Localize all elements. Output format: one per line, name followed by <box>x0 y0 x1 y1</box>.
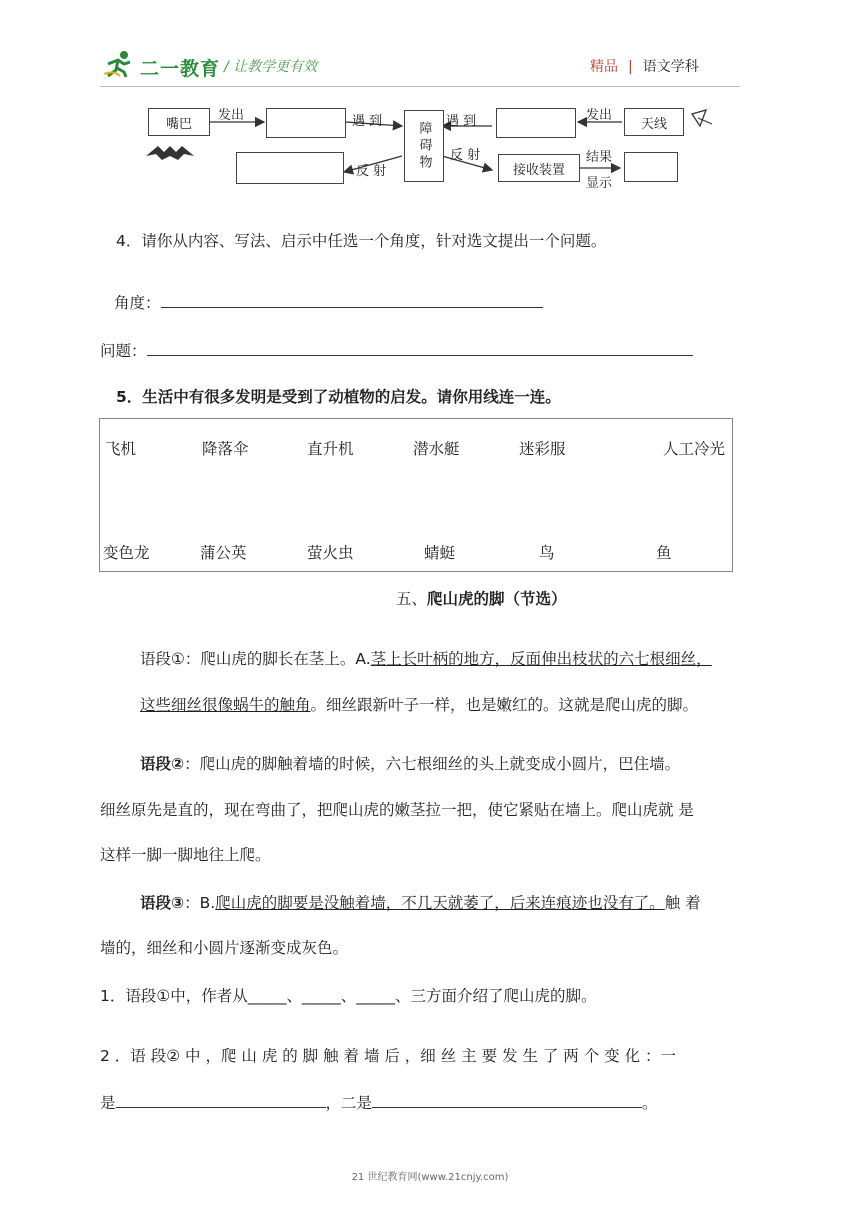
receiver-box: 接收装置 <box>498 154 580 182</box>
para2-line2: 细丝原先是直的，现在弯曲了，把爬山虎的嫩茎拉一把，使它紧贴在墙上。爬山虎就 是 <box>100 801 694 819</box>
para3-line1: 语段③：B.爬山虎的脚要是没触着墙，不几天就萎了，后来连痕迹也没有了。触 着 <box>140 894 701 912</box>
angle-label: 角度： <box>114 294 161 312</box>
header-divider <box>100 86 740 87</box>
q5-question: 5．生活中有很多发明是受到了动植物的启发。请你用线连一连。 <box>116 388 561 406</box>
invention-item[interactable]: 飞机 <box>105 440 137 458</box>
brand-name: 二一教育 <box>140 58 221 80</box>
mouth-box: 嘴巴 <box>148 108 210 136</box>
organism-item[interactable]: 鱼 <box>656 544 672 562</box>
invention-item[interactable]: 降落伞 <box>202 440 249 458</box>
para3-line2: 墙的，细丝和小圆片逐渐变成灰色。 <box>100 939 349 957</box>
blank-box-2[interactable] <box>496 108 576 138</box>
invention-item[interactable]: 人工冷光 <box>663 440 726 458</box>
reflect-label-1: 反 射 <box>356 164 387 179</box>
angle-answer-line[interactable] <box>161 307 543 308</box>
change-one-answer-line[interactable] <box>116 1107 326 1108</box>
runner-logo-icon <box>104 50 134 78</box>
emit-label-1: 发出 <box>218 108 245 123</box>
emit-label-2: 发出 <box>586 108 613 123</box>
para3-label: 语段③ <box>140 894 185 912</box>
page-footer: 21 世纪教育网(www.21cnjy.com) <box>351 1172 509 1183</box>
reflect-label-2: 反 射 <box>450 148 481 163</box>
meet-label-1: 遇 到 <box>352 114 383 129</box>
invention-item[interactable]: 潜水艇 <box>413 440 460 458</box>
bat-icon <box>146 146 194 160</box>
organism-item[interactable]: 变色龙 <box>103 544 150 562</box>
echolocation-diagram <box>140 96 716 192</box>
organism-item[interactable]: 蒲公英 <box>200 544 247 562</box>
change-two-answer-line[interactable] <box>372 1107 642 1108</box>
para2-line1: 语段②：爬山虎的脚触着墙的时候，六七根细丝的头上就变成小圆片，巴住墙。 <box>140 755 681 773</box>
blank-box-1[interactable] <box>266 108 346 138</box>
s5-q2-line1: 2 ．语 段② 中 ，爬 山 虎 的 脚 触 着 墙 后 ，细 丝 主 要 发 生 了 两 个 变 化 ：一 <box>100 1047 677 1065</box>
underlined-sentence-b: 爬山虎的脚要是没触着墙，不几天就萎了，后来连痕迹也没有了。 <box>215 894 665 912</box>
antenna-box: 天线 <box>624 108 684 136</box>
question-answer-line[interactable] <box>147 355 693 356</box>
matching-table <box>99 418 733 572</box>
display-label: 显示 <box>586 176 613 191</box>
invention-item[interactable]: 迷彩服 <box>519 440 566 458</box>
meet-label-2: 遇 到 <box>446 114 477 129</box>
underlined-sentence-a-cont: 这些细丝很像蜗牛的触角 <box>140 696 311 714</box>
para2-label: 语段② <box>140 755 185 773</box>
blank-box-3[interactable] <box>236 152 344 184</box>
invention-item[interactable]: 直升机 <box>307 440 354 458</box>
s5-q2-line2: 是 ，二是 。 <box>100 1094 658 1112</box>
obstacle-box: 障碍物 <box>404 110 444 182</box>
q4-question: 4．请你从内容、写法、启示中任选一个角度，针对选文提出一个问题。 <box>116 232 607 250</box>
organism-item[interactable]: 蜻蜓 <box>424 544 456 562</box>
result-label: 结果 <box>586 150 613 165</box>
slogan: / 让教学更有效 <box>224 59 318 75</box>
tag-subject: 语文学科 <box>642 59 699 75</box>
blank-box-4[interactable] <box>624 152 678 182</box>
s5-q1: 1．语段①中，作者从_____、_____、_____、三方面介绍了爬山虎的脚。 <box>100 987 597 1005</box>
q4-angle-row <box>114 296 543 312</box>
organism-item[interactable]: 鸟 <box>539 544 555 562</box>
para1-line2: 这些细丝很像蜗牛的触角。细丝跟新叶子一样，也是嫩红的。这就是爬山虎的脚。 <box>140 696 699 714</box>
section-title: 五、爬山虎的脚（节选） <box>396 590 567 608</box>
para1-label: 语段①： <box>140 650 201 668</box>
tag-jingpin: 精品 <box>590 59 618 75</box>
para2-line3: 这样一脚一脚地往上爬。 <box>100 846 271 864</box>
organism-item[interactable]: 萤火虫 <box>307 544 354 562</box>
question-label: 问题： <box>100 342 147 360</box>
para1-line1: 语段①：爬山虎的脚长在茎上。A.茎上长叶柄的地方，反面伸出枝状的六七根细丝， <box>140 650 712 668</box>
underlined-sentence-a: 茎上长叶柄的地方，反面伸出枝状的六七根细丝， <box>370 650 712 668</box>
tag-separator: | <box>628 59 633 75</box>
header-tags <box>590 56 699 76</box>
q4-question-row <box>100 344 693 360</box>
